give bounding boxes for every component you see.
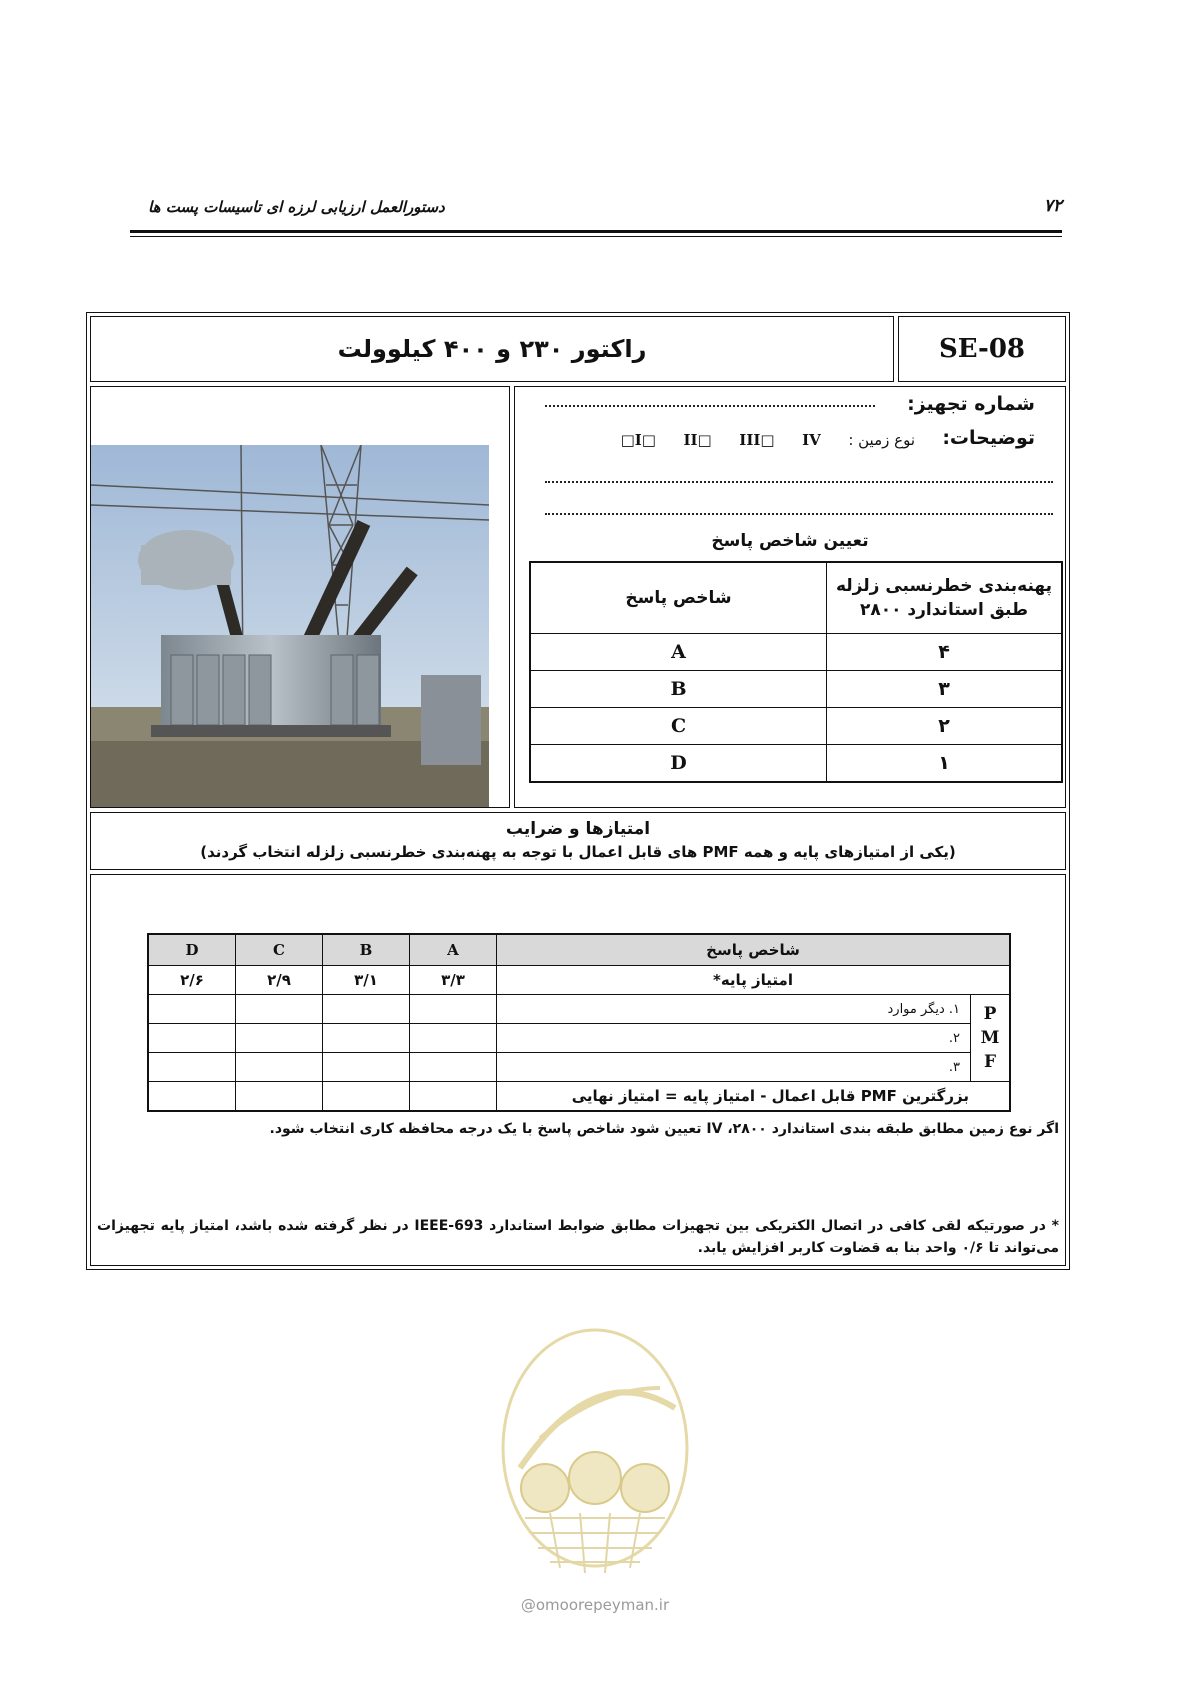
index-value: A bbox=[530, 634, 827, 671]
base-score-label: امتیاز پایه* bbox=[497, 966, 1011, 995]
pmf-cell[interactable] bbox=[148, 1024, 236, 1053]
header-rule-thick bbox=[130, 230, 1062, 233]
pmf-cell[interactable] bbox=[410, 995, 497, 1024]
pmf-cell[interactable] bbox=[410, 1024, 497, 1053]
base-score-B: ۳/۱ bbox=[323, 966, 410, 995]
page-number: ۷۲ bbox=[1043, 196, 1062, 216]
pmf-cell[interactable] bbox=[148, 1053, 236, 1082]
watermark-logo bbox=[490, 1318, 700, 1588]
header-rule-thin bbox=[130, 236, 1062, 237]
column-A: A bbox=[410, 934, 497, 966]
final-score-label: بزرگترین PMF قابل اعمال - امتیاز پایه = امتیاز نهایی bbox=[497, 1082, 1011, 1112]
table-row bbox=[148, 1082, 1010, 1112]
reactor-photo bbox=[91, 445, 489, 807]
column-C: C bbox=[236, 934, 323, 966]
table-row bbox=[148, 1024, 1010, 1053]
table-row bbox=[148, 995, 1010, 1024]
index-value: C bbox=[530, 708, 827, 745]
pmf-row-label: ۱. دیگر موارد bbox=[497, 995, 971, 1024]
pmf-cell[interactable] bbox=[410, 1053, 497, 1082]
scores-body bbox=[90, 874, 1066, 1266]
pmf-cell[interactable] bbox=[236, 995, 323, 1024]
base-score-D: ۲/۶ bbox=[148, 966, 236, 995]
header-title: دستورالعمل ارزیابی لرزه ای تاسیسات پست ها bbox=[148, 198, 445, 216]
index-value: D bbox=[530, 745, 827, 783]
pmf-row-label: ۳. bbox=[497, 1053, 971, 1082]
zone-column-header: پهنه‌بندی خطرنسبی زلزله طبق استاندارد ۲۸۰۰ bbox=[827, 562, 1063, 634]
description-line-2[interactable] bbox=[545, 511, 1053, 515]
ground-type-note: اگر نوع زمین مطابق طبقه بندی استاندارد ۲۸۰۰، IV تعیین شود شاخص پاسخ با یک درجه محافظه کاری انتخاب شود. bbox=[269, 1121, 1059, 1137]
pmf-row-label: ۲. bbox=[497, 1024, 971, 1053]
response-table bbox=[529, 561, 1063, 783]
index-value: B bbox=[530, 671, 827, 708]
final-cell[interactable] bbox=[236, 1082, 323, 1112]
final-cell[interactable] bbox=[148, 1082, 236, 1112]
base-score-C: ۲/۹ bbox=[236, 966, 323, 995]
pmf-cell[interactable] bbox=[148, 995, 236, 1024]
pmf-cell[interactable] bbox=[236, 1024, 323, 1053]
pmf-cell[interactable] bbox=[236, 1053, 323, 1082]
sheet-title: راکتور ۲۳۰ و ۴۰۰ کیلوولت bbox=[90, 316, 894, 382]
table-row bbox=[530, 671, 1062, 708]
zone-value: ۳ bbox=[827, 671, 1063, 708]
final-cell[interactable] bbox=[323, 1082, 410, 1112]
ground-type-label: نوع زمین : bbox=[848, 431, 915, 449]
footnote: * در صورتیکه لقی کافی در اتصال الکتریکی بین تجهیزات مطابق ضوابط استاندارد IEEE-693 در نظر گرفته شده باشد، امتیاز پایه تجهیزات می‌تواند تا ۰/۶ واحد بنا به قضاوت کاربر افزایش یابد. bbox=[97, 1218, 1059, 1256]
ground-type-I[interactable]: I□ bbox=[634, 431, 656, 449]
ground-type-II[interactable]: II□ bbox=[683, 431, 712, 449]
index-column-header: شاخص پاسخ bbox=[530, 562, 827, 634]
base-score-A: ۳/۳ bbox=[410, 966, 497, 995]
zone-value: ۱ bbox=[827, 745, 1063, 783]
pmf-cell[interactable] bbox=[323, 995, 410, 1024]
sheet-code: SE-08 bbox=[898, 316, 1066, 382]
table-row bbox=[148, 1053, 1010, 1082]
table-row bbox=[530, 634, 1062, 671]
ground-type-IV[interactable]: IV□ bbox=[620, 431, 821, 449]
reactor-illustration bbox=[91, 445, 489, 807]
table-row bbox=[530, 708, 1062, 745]
info-cell bbox=[514, 386, 1066, 808]
scores-title: امتیازها و ضرایب bbox=[505, 819, 651, 839]
page-header bbox=[130, 196, 1062, 224]
final-cell[interactable] bbox=[410, 1082, 497, 1112]
scores-subtitle: (یکی از امتیازهای پایه و همه PMF های قابل اعمال با توجه به پهنه‌بندی خطرنسبی زلزله انتخاب گردند) bbox=[200, 843, 956, 861]
photo-cell bbox=[90, 386, 510, 808]
pmf-header-label: شاخص پاسخ bbox=[497, 934, 1011, 966]
ground-type-III[interactable]: III□ bbox=[739, 431, 775, 449]
zone-value: ۲ bbox=[827, 708, 1063, 745]
pmf-letters: P M F bbox=[971, 995, 1011, 1082]
description-line-1[interactable] bbox=[545, 479, 1053, 483]
ground-type-row bbox=[621, 431, 915, 449]
watermark-text: @omoorepeyman.ir bbox=[520, 1596, 670, 1614]
response-section-title: تعیین شاخص پاسخ bbox=[711, 531, 869, 551]
table-row bbox=[530, 745, 1062, 783]
watermark-seal-icon bbox=[490, 1318, 700, 1588]
column-D: D bbox=[148, 934, 236, 966]
table-row bbox=[148, 966, 1010, 995]
zone-value: ۴ bbox=[827, 634, 1063, 671]
pmf-table bbox=[147, 933, 1011, 1112]
equipment-number-field[interactable] bbox=[545, 403, 875, 407]
column-B: B bbox=[323, 934, 410, 966]
pmf-cell[interactable] bbox=[323, 1053, 410, 1082]
equipment-number-label: شماره تجهیز: bbox=[907, 393, 1035, 415]
scores-header bbox=[90, 812, 1066, 870]
pmf-cell[interactable] bbox=[323, 1024, 410, 1053]
description-label: توضیحات: bbox=[942, 427, 1035, 449]
